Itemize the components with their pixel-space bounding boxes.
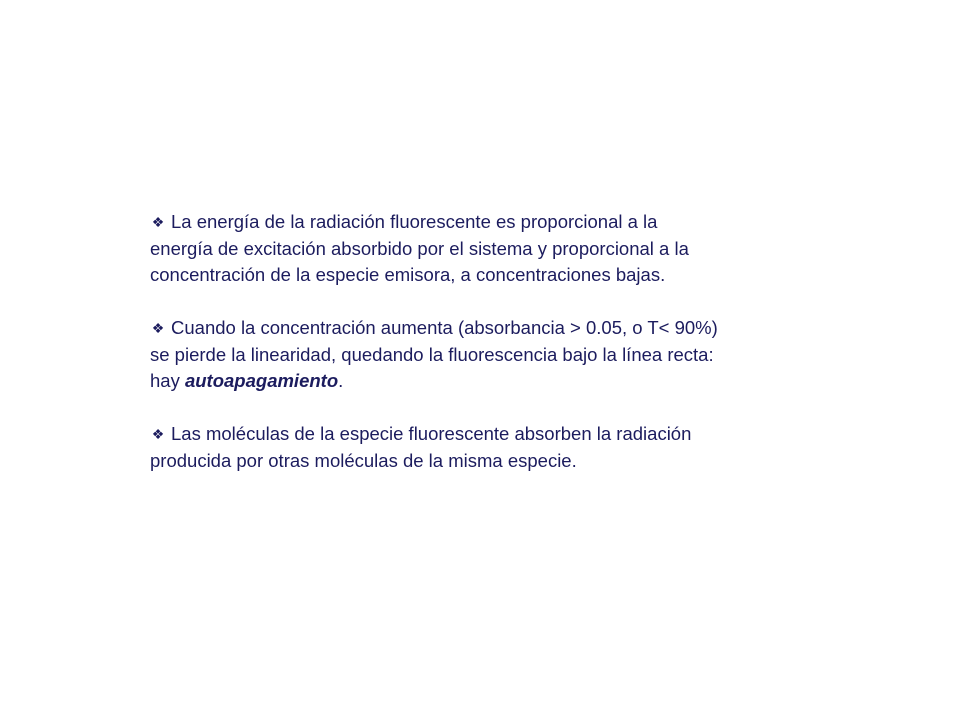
paragraph-2-line-3-prefix: hay — [150, 370, 185, 391]
paragraph-1-line-1-text: La energía de la radiación fluorescente es proporcional a la — [171, 211, 658, 232]
paragraph-1-line-2: energía de excitación absorbido por el sistema y proporcional a la — [150, 237, 689, 259]
paragraph-3-line-2: producida por otras moléculas de la misma especie. — [150, 449, 577, 471]
paragraph-2-line-1-text: Cuando la concentración aumenta (absorbancia > 0.05, o T< 90%) — [171, 317, 718, 338]
diamond-bullet-icon: ❖ — [151, 214, 165, 230]
paragraph-2-line-3-suffix: . — [338, 370, 344, 391]
paragraph-1 — [150, 209, 850, 289]
paragraph-1-line-1 — [150, 209, 850, 236]
slide-body — [150, 209, 850, 474]
diamond-bullet-icon: ❖ — [151, 320, 165, 336]
paragraph-3-line-1-text: Las moléculas de la especie fluorescente absorben la radiación — [171, 423, 692, 444]
paragraph-3 — [150, 421, 850, 474]
paragraph-2 — [150, 315, 850, 395]
autoapagamiento-emphasis: autoapagamiento — [184, 370, 339, 391]
paragraph-2-line-1 — [150, 315, 850, 342]
paragraph-1-line-3: concentración de la especie emisora, a concentraciones bajas. — [150, 264, 666, 285]
paragraph-2-line-2: se pierde la linearidad, quedando la fluorescencia bajo la línea recta: — [150, 343, 714, 365]
paragraph-3-line-1 — [150, 421, 850, 448]
paragraph-2-line-3 — [150, 368, 850, 395]
diamond-bullet-icon: ❖ — [151, 426, 165, 442]
